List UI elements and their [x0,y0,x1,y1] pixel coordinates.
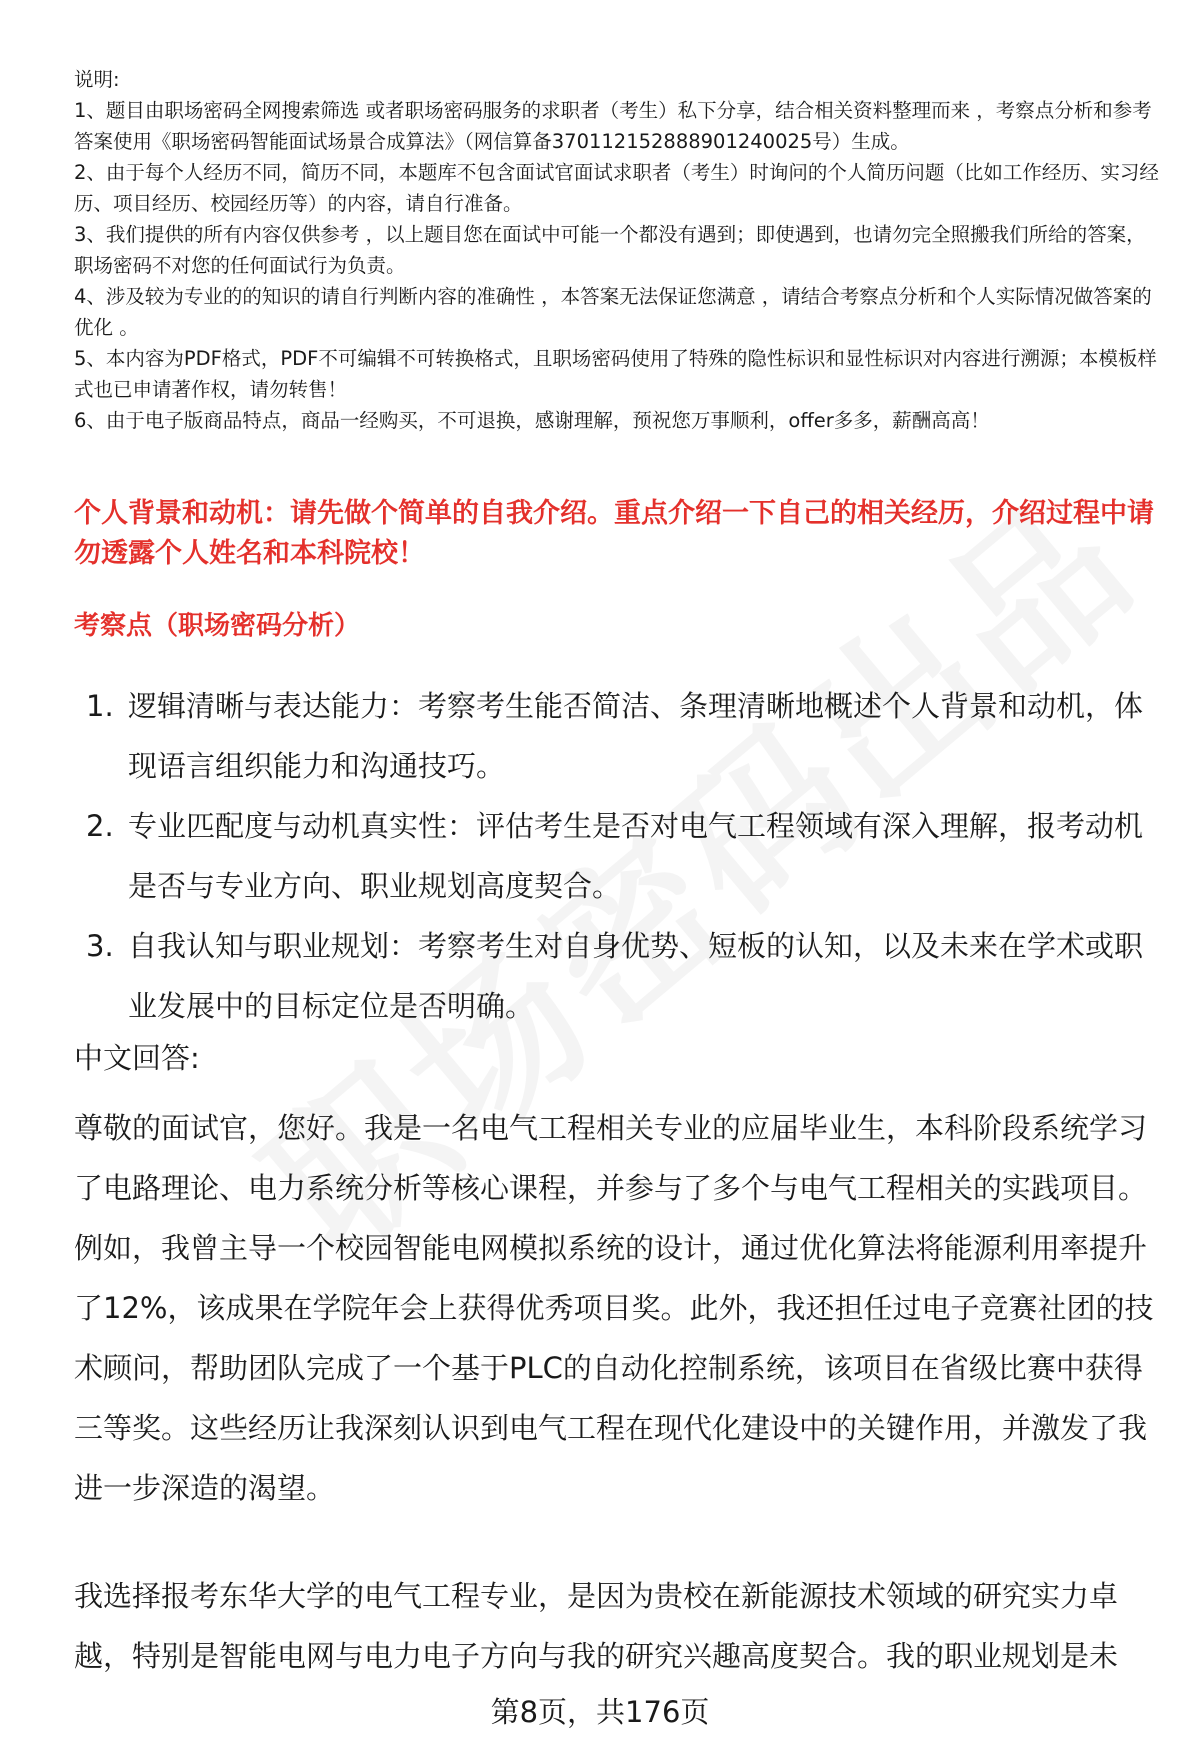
analysis-point [74,916,1160,1036]
note-item: 3、我们提供的所有内容仅供参考 ，以上题目您在面试中可能一个都没有遇到；即使遇到，也请勿完全照搬我们所给的答案，职场密码不对您的任何面试行为负责。 [74,223,1146,277]
point-text: 自我认知与职业规划：考察考生对自身优势、短板的认知，以及未来在学术或职业发展中的目标定位是否明确。 [128,929,1144,1023]
analysis-point [74,796,1160,916]
note-item: 2、由于每个人经历不同，简历不同，本题库不包含面试官面试求职者（考生）时询问的个人简历问题（比如工作经历、实习经历、项目经历、校园经历等）的内容，请自行准备。 [74,161,1159,215]
note-item: 4、涉及较为专业的的知识的请自行判断内容的准确性 ，本答案无法保证您满意 ，请结合考察点分析和个人实际情况做答案的优化 。 [74,285,1152,339]
analysis-title: 考察点（职场密码分析） [74,611,361,641]
point-text: 逻辑清晰与表达能力：考察考生能否简洁、条理清晰地概述个人背景和动机，体现语言组织能力和沟通技巧。 [128,689,1144,783]
analysis-point [74,676,1160,796]
interview-question: 个人背景和动机：请先做个简单的自我介绍。重点介绍一下自己的相关经历，介绍过程中请勿透露个人姓名和本科院校！ [74,498,1154,569]
analysis-points [74,676,1160,1036]
answer-paragraph: 我选择报考东华大学的电气工程专业，是因为贵校在新能源技术领域的研究实力卓越，特别是智能电网与电力电子方向与我的研究兴趣高度契合。我的职业规划是未 [74,1579,1119,1673]
note-item: 1、题目由职场密码全网搜索筛选 或者职场密码服务的求职者（考生）私下分享，结合相关资料整理而来 ，考察点分析和参考答案使用《职场密码智能面试场景合成算法》（网信算备370112152888901240025号）生成。 [74,99,1152,153]
note-item: 5、本内容为PDF格式，PDF不可编辑不可转换格式，且职场密码使用了特殊的隐性标识和显性标识对内容进行溯源；本模板样式也已申请著作权，请勿转售！ [74,347,1157,401]
point-text: 专业匹配度与动机真实性：评估考生是否对电气工程领域有深入理解，报考动机是否与专业方向、职业规划高度契合。 [128,809,1144,903]
point-number: 3. [86,929,114,963]
answer-label: 中文回答: [74,1041,200,1075]
point-number: 2. [86,809,114,843]
notes-label: 说明: [74,68,120,91]
disclaimer-notes [74,64,1160,436]
point-number: 1. [86,689,114,723]
note-item: 6、由于电子版商品特点，商品一经购买，不可退换，感谢理解，预祝您万事顺利，offer多多，薪酬高高！ [74,409,990,432]
page-number: 第8页，共176页 [490,1695,710,1729]
answer-paragraph: 尊敬的面试官，您好。我是一名电气工程相关专业的应届毕业生，本科阶段系统学习了电路理论、电力系统分析等核心课程，并参与了多个与电气工程相关的实践项目。例如，我曾主导一个校园智能电网模拟系统的设计，通过优化算法将能源利用率提升了12%，该成果在学院年会上获得优秀项目奖。此外，我还担任过电子竞赛社团的技术顾问，帮助团队完成了一个基于PLC的自动化控制系统，该项目在省级比赛中获得三等奖。这些经历让我深刻认识到电气工程在现代化建设中的关键作用，并激发了我进一步深造的渴望。 [74,1111,1154,1505]
